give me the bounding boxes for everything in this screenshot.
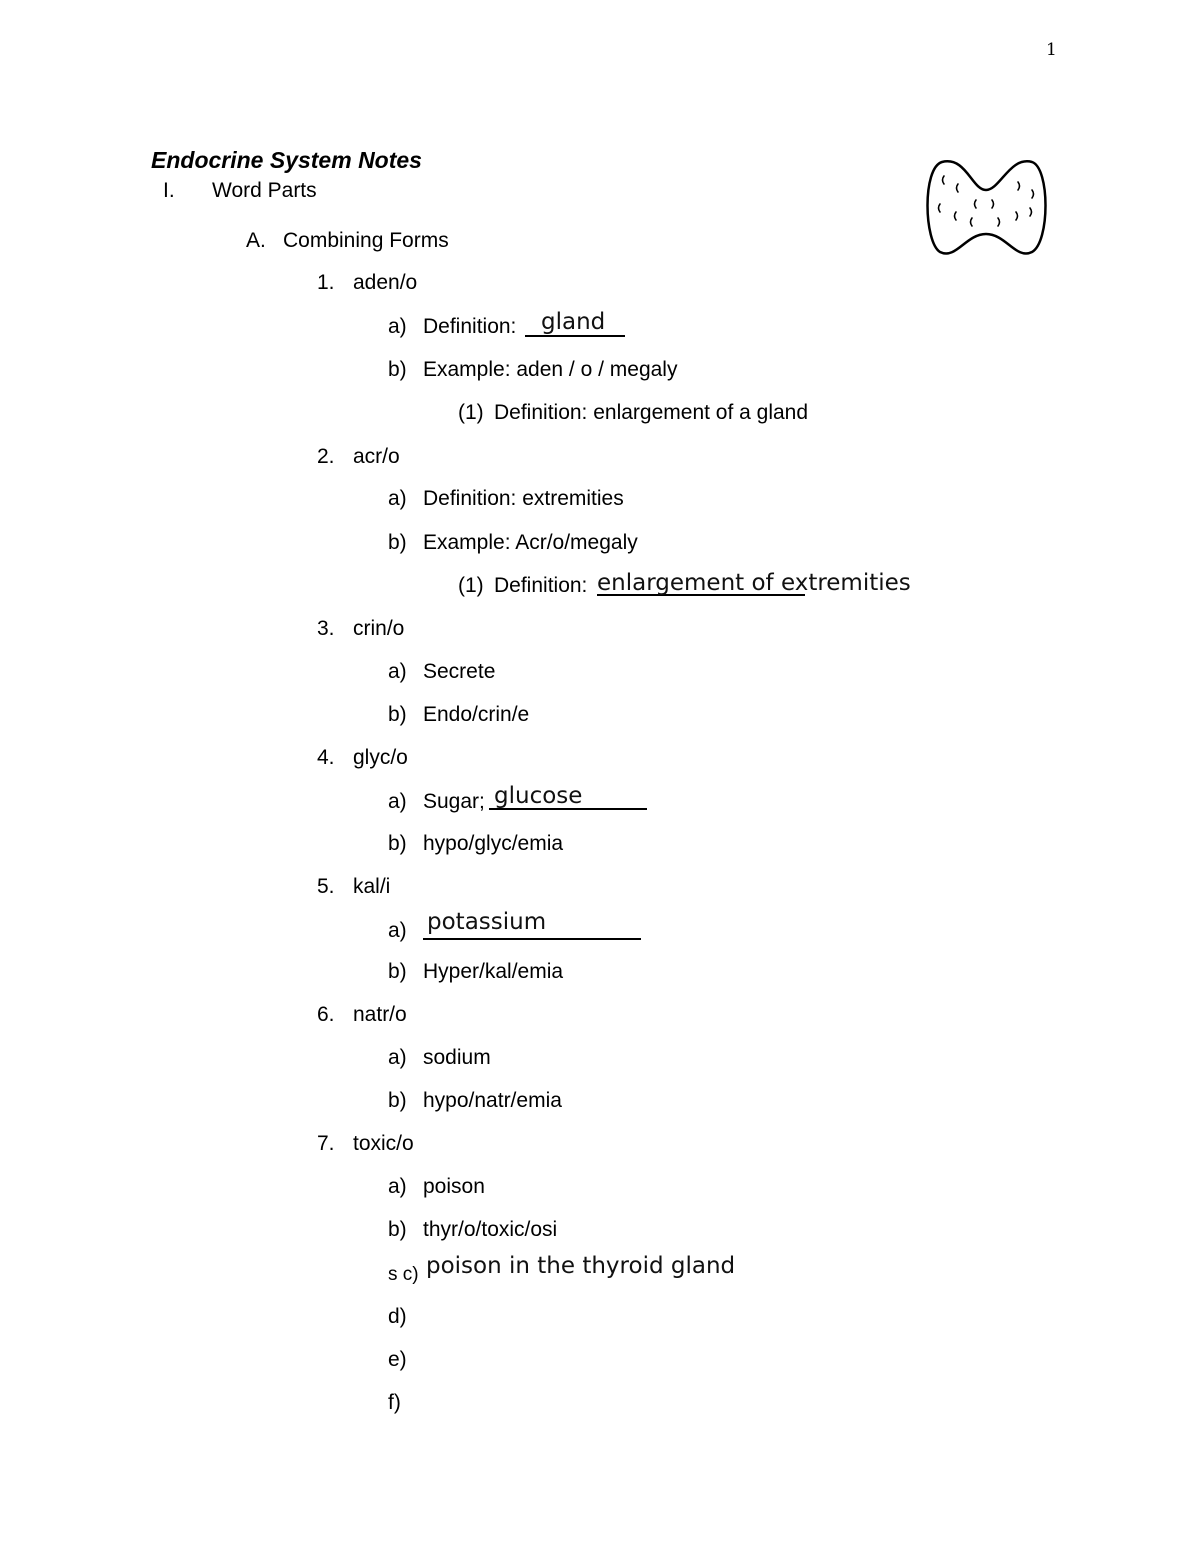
item-b-text: thyr/o/toxic/osi [423, 1218, 558, 1241]
item-a-marker: a) [388, 919, 407, 942]
sub-marker: (1) [458, 401, 484, 424]
item-b-marker: b) [388, 1089, 407, 1112]
item-b-marker: b) [388, 703, 407, 726]
item-term: toxic/o [353, 1132, 414, 1155]
item-b-text: Hyper/kal/emia [423, 960, 564, 983]
handwritten-answer: glucose [494, 783, 583, 809]
item-number: 4. [317, 746, 335, 769]
item-b-text: hypo/natr/emia [423, 1089, 562, 1112]
item-number: 2. [317, 445, 335, 468]
item-a-text: Sugar; [423, 790, 485, 813]
page-number: 1 [1046, 40, 1057, 60]
answer-underline [423, 938, 641, 940]
item-b-marker: b) [388, 531, 407, 554]
item-a-marker: a) [388, 1175, 407, 1198]
sub-text: Definition: enlargement of a gland [494, 401, 809, 424]
item-number: 6. [317, 1003, 335, 1026]
item-a-text: Secrete [423, 660, 496, 683]
item-d-marker: d) [388, 1305, 407, 1328]
sub-marker: (1) [458, 574, 484, 597]
thyroid-gland-icon [922, 154, 1050, 262]
item-a-marker: a) [388, 315, 407, 338]
subsection-label: Combining Forms [283, 229, 449, 252]
subsection-marker: A. [246, 229, 266, 252]
handwritten-answer: poison in the thyroid gland [426, 1253, 736, 1279]
item-a-text: Definition: extremities [423, 487, 624, 510]
item-c-marker: s c) [388, 1264, 419, 1285]
item-b-marker: b) [388, 358, 407, 381]
handwritten-answer: potassium [427, 909, 547, 935]
item-a-marker: a) [388, 1046, 407, 1069]
item-a-text: sodium [423, 1046, 491, 1069]
item-term: acr/o [353, 445, 400, 468]
item-a-marker: a) [388, 790, 407, 813]
item-b-text: Example: aden / o / megaly [423, 358, 678, 381]
section-label: Word Parts [212, 179, 317, 202]
item-e-marker: e) [388, 1348, 407, 1371]
item-number: 5. [317, 875, 335, 898]
sub-text: Definition: [494, 574, 588, 597]
item-a-text: Definition: [423, 315, 517, 338]
item-f-marker: f) [388, 1391, 401, 1414]
item-term: crin/o [353, 617, 405, 640]
item-term: natr/o [353, 1003, 407, 1026]
item-term: aden/o [353, 271, 418, 294]
item-term: kal/i [353, 875, 391, 898]
handwritten-answer: gland [541, 309, 606, 335]
item-a-marker: a) [388, 487, 407, 510]
item-b-text: hypo/glyc/emia [423, 832, 564, 855]
item-b-marker: b) [388, 832, 407, 855]
item-number: 3. [317, 617, 335, 640]
page-title: Endocrine System Notes [151, 147, 422, 173]
item-a-marker: a) [388, 660, 407, 683]
item-number: 1. [317, 271, 335, 294]
handwritten-answer: enlargement of extremities [597, 570, 911, 596]
item-b-text: Example: Acr/o/megaly [423, 531, 638, 554]
item-b-marker: b) [388, 960, 407, 983]
answer-underline [525, 335, 625, 337]
item-term: glyc/o [353, 746, 408, 769]
section-marker: I. [163, 179, 175, 202]
item-number: 7. [317, 1132, 335, 1155]
item-b-marker: b) [388, 1218, 407, 1241]
item-b-text: Endo/crin/e [423, 703, 530, 726]
item-a-text: poison [423, 1175, 485, 1198]
